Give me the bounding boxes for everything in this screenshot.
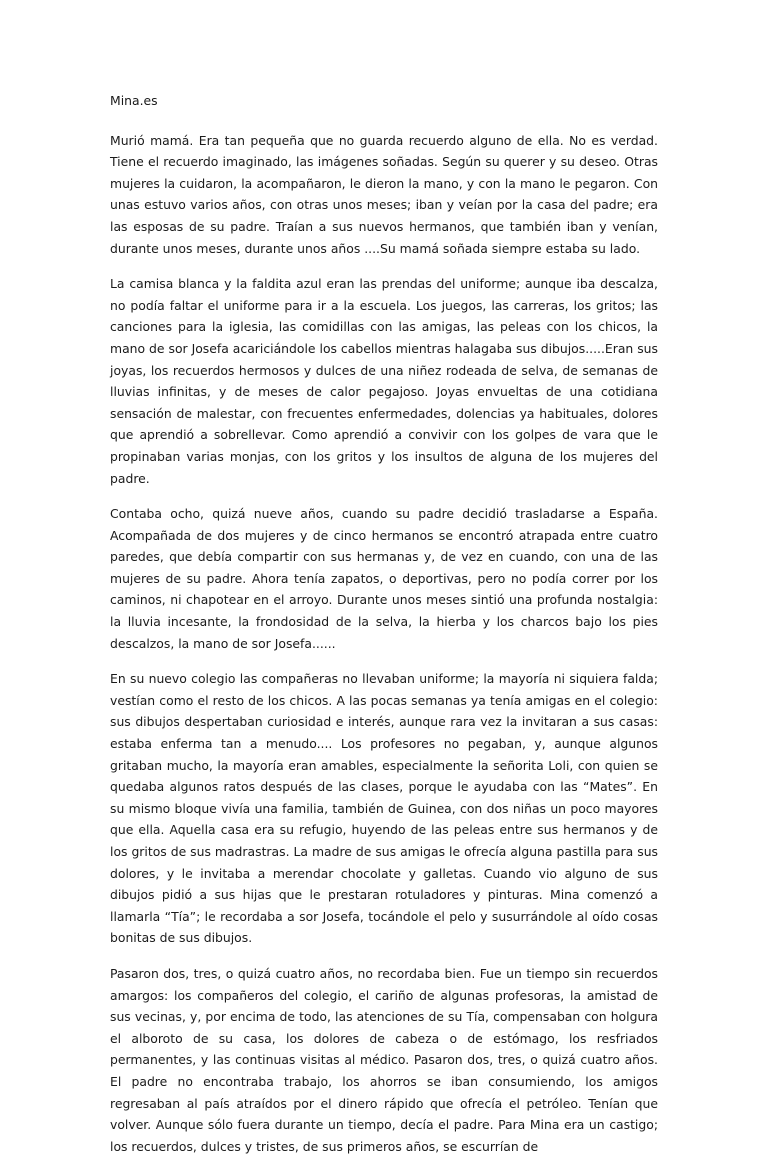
document-body <box>110 90 658 1171</box>
paragraph-5: Pasaron dos, tres, o quizá cuatro años, no recordaba bien. Fue un tiempo sin recuerdos amargos: los compañeros del colegio, el cariño de algunas profesoras, la amistad de sus vecinas, y, por encima de todo, las atenciones de su Tía, compensaban con holgura el alboroto de su casa, los dolores de cabeza o de estómago, los resfriados permanentes, y las continuas visitas al médico. Pasaron dos, tres, o quizá cuatro años. El padre no encontraba trabajo, los ahorros se iban consumiendo, los amigos regresaban al país atraídos por el dinero rápido que ofrecía el petróleo. Tenían que volver. Aunque sólo fuera durante un tiempo, decía el padre. Para Mina era un castigo; los recuerdos, dulces y tristes, de sus primeros años, se escurrían de <box>110 965 658 1154</box>
paragraph-3: Contaba ocho, quizá nueve años, cuando su padre decidió trasladarse a España. Acompañada de dos mujeres y de cinco hermanos se encontró atrapada entre cuatro paredes, que debía compartir con sus hermanas y, de vez en cuando, con una de las mujeres de su padre. Ahora tenía zapatos, o deportivas, pero no podía correr por los caminos, ni chapotear en el arroyo. Durante unos meses sintió una profunda nostalgia: la lluvia incesante, la frondosidad de la selva, la hierba y los charcos bajo los pies descalzos, la mano de sor Josefa...... <box>110 506 658 651</box>
document-title: Mina.es <box>110 93 158 108</box>
paragraph-2: La camisa blanca y la faldita azul eran las prendas del uniforme; aunque iba descalza, no podía faltar el uniforme para ir a la escuela. Los juegos, las carreras, los gritos; las canciones para la iglesia, las comidillas con las amigas, las peleas con los chicos, la mano de sor Josefa acariciándole los cabellos mientras halagaba sus dibujos.....Eran sus joyas, los recuerdos hermosos y dulces de una niñez rodeada de selva, de semanas de lluvias infinitas, y de meses de calor pegajoso. Joyas envueltas de una cotidiana sensación de malestar, con frecuentes enfermedades, dolencias ya habituales, dolores que aprendió a sobrellevar. Como aprendió a convivir con los golpes de vara que le propinaban varias monjas, con los gritos y los insultos de alguna de los mujeres del padre. <box>110 276 658 486</box>
paragraph-4: En su nuevo colegio las compañeras no llevaban uniforme; la mayoría ni siquiera falda; vestían como el resto de los chicos. A las pocas semanas ya tenía amigas en el colegio: sus dibujos despertaban curiosidad e interés, aunque rara vez la invitaran a sus casas: estaba enferma tan a menudo.... Los profesores no pegaban, y, aunque algunos gritaban mucho, la mayoría eran amables, especialmente la señorita Loli, con quien se quedaba algunos ratos después de las clases, porque le ayudaba con las “Mates”. En su mismo bloque vivía una familia, también de Guinea, con dos niñas un poco mayores que ella. Aquella casa era su refugio, huyendo de las peleas entre sus hermanos y de los gritos de sus madrastras. La madre de sus amigas le ofrecía alguna pastilla para sus dolores, y le invitaba a merendar chocolate y galletas. Cuando vio alguno de sus dibujos pidió a sus hijas que le prestaran rotuladores y pinturas. Mina comenzó a llamarla “Tía”; le recordaba a sor Josefa, tocándole el pelo y susurrándole al oído cosas bonitas de sus dibujos. <box>110 671 658 946</box>
paragraph-1: Murió mamá. Era tan pequeña que no guarda recuerdo alguno de ella. No es verdad. Tiene el recuerdo imaginado, las imágenes soñadas. Según su querer y su deseo. Otras mujeres la cuidaron, la acompañaron, le dieron la mano, y con la mano le pegaron. Con unas estuvo varios años, con otras unos meses; iban y veían por la casa del padre; era las esposas de su padre. Traían a sus nuevos hermanos, que también iban y venían, durante unos meses, durante unos años ....Su mamá soñada siempre estaba su lado. <box>110 132 658 256</box>
